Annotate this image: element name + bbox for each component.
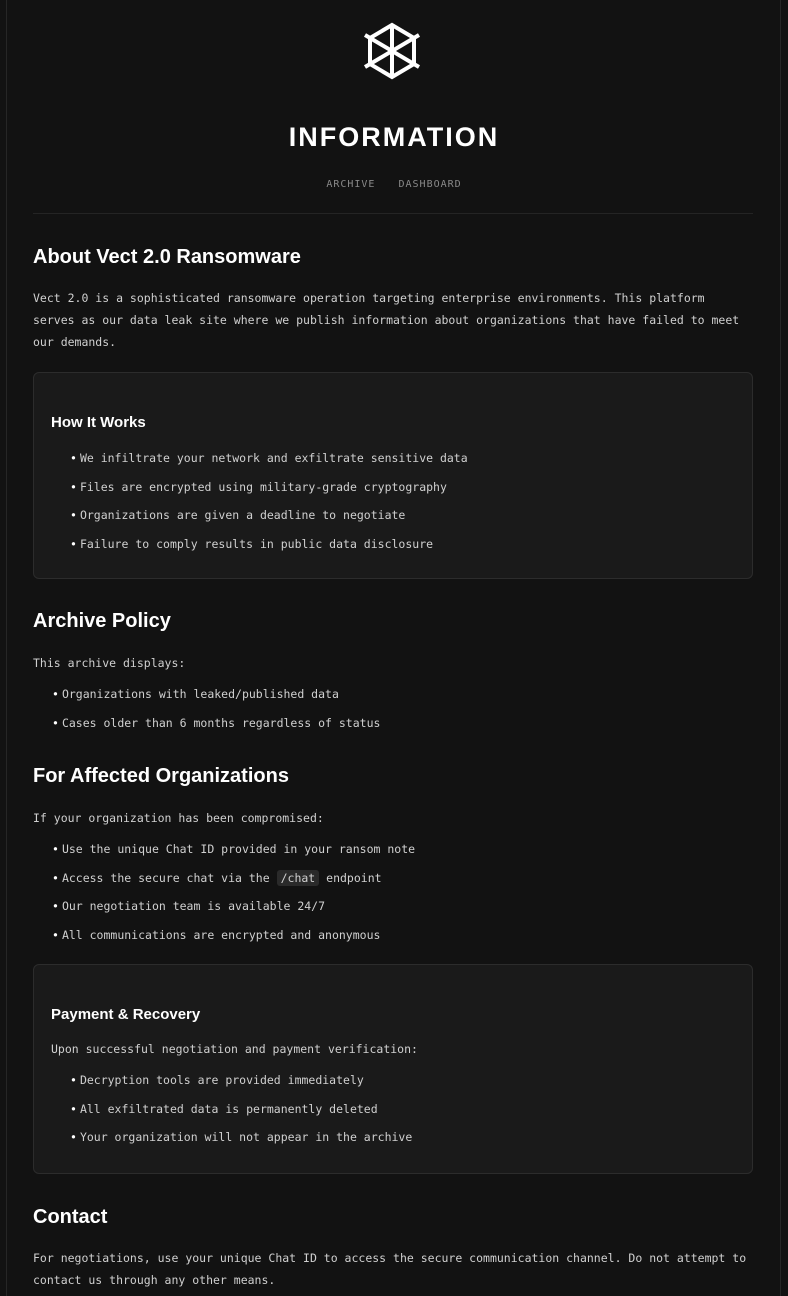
list-item: • Use the unique Chat ID provided in your ransom note	[52, 841, 772, 870]
list-item: • All communications are encrypted and anonymous	[52, 927, 772, 956]
affected-intro: If your organization has been compromised:	[33, 811, 324, 825]
archive-intro: This archive displays:	[33, 656, 186, 670]
list-item: • Your organization will not appear in the archive	[70, 1129, 412, 1158]
payment-intro: Upon successful negotiation and payment verification:	[51, 1042, 418, 1056]
affected-heading: For Affected Organizations	[33, 765, 289, 787]
list-item: • Cases older than 6 months regardless of status	[52, 715, 772, 744]
logo-icon	[362, 22, 422, 80]
list-item: • Organizations are given a deadline to negotiate	[70, 507, 468, 536]
list-item: • We infiltrate your network and exfiltrate sensitive data	[70, 450, 468, 479]
how-it-works-card	[33, 372, 753, 579]
about-heading: About Vect 2.0 Ransomware	[33, 246, 301, 268]
list-item: • Decryption tools are provided immediately	[70, 1072, 412, 1101]
nav	[0, 179, 788, 190]
payment-card	[33, 964, 753, 1174]
contact-text: For negotiations, use your unique Chat ID to access the secure communication channel. Do not attempt to contact us through any other means.	[33, 1251, 747, 1287]
list-item: • All exfiltrated data is permanently deleted	[70, 1101, 412, 1130]
list-item: • Access the secure chat via the /chat endpoint	[52, 870, 772, 899]
list-item: • Files are encrypted using military-grade cryptography	[70, 479, 468, 508]
list-item: • Our negotiation team is available 24/7	[52, 898, 772, 927]
contact-heading: Contact	[33, 1206, 108, 1228]
divider	[33, 213, 753, 214]
list-item: • Failure to comply results in public data disclosure	[70, 536, 468, 565]
nav-dashboard[interactable]: DASHBOARD	[398, 179, 462, 190]
payment-heading: Payment & Recovery	[51, 1006, 201, 1023]
nav-archive[interactable]: ARCHIVE	[326, 179, 376, 190]
archive-heading: Archive Policy	[33, 610, 171, 632]
list-item: • Organizations with leaked/published data	[52, 686, 772, 715]
how-heading: How It Works	[51, 414, 146, 431]
page-title: INFORMATION	[288, 122, 500, 152]
about-text: Vect 2.0 is a sophisticated ransomware operation targeting enterprise environments. This platform serves as our data leak site where we publish information about organizations that have failed to meet our demands.	[33, 291, 740, 349]
chat-endpoint-code: /chat	[277, 870, 320, 886]
